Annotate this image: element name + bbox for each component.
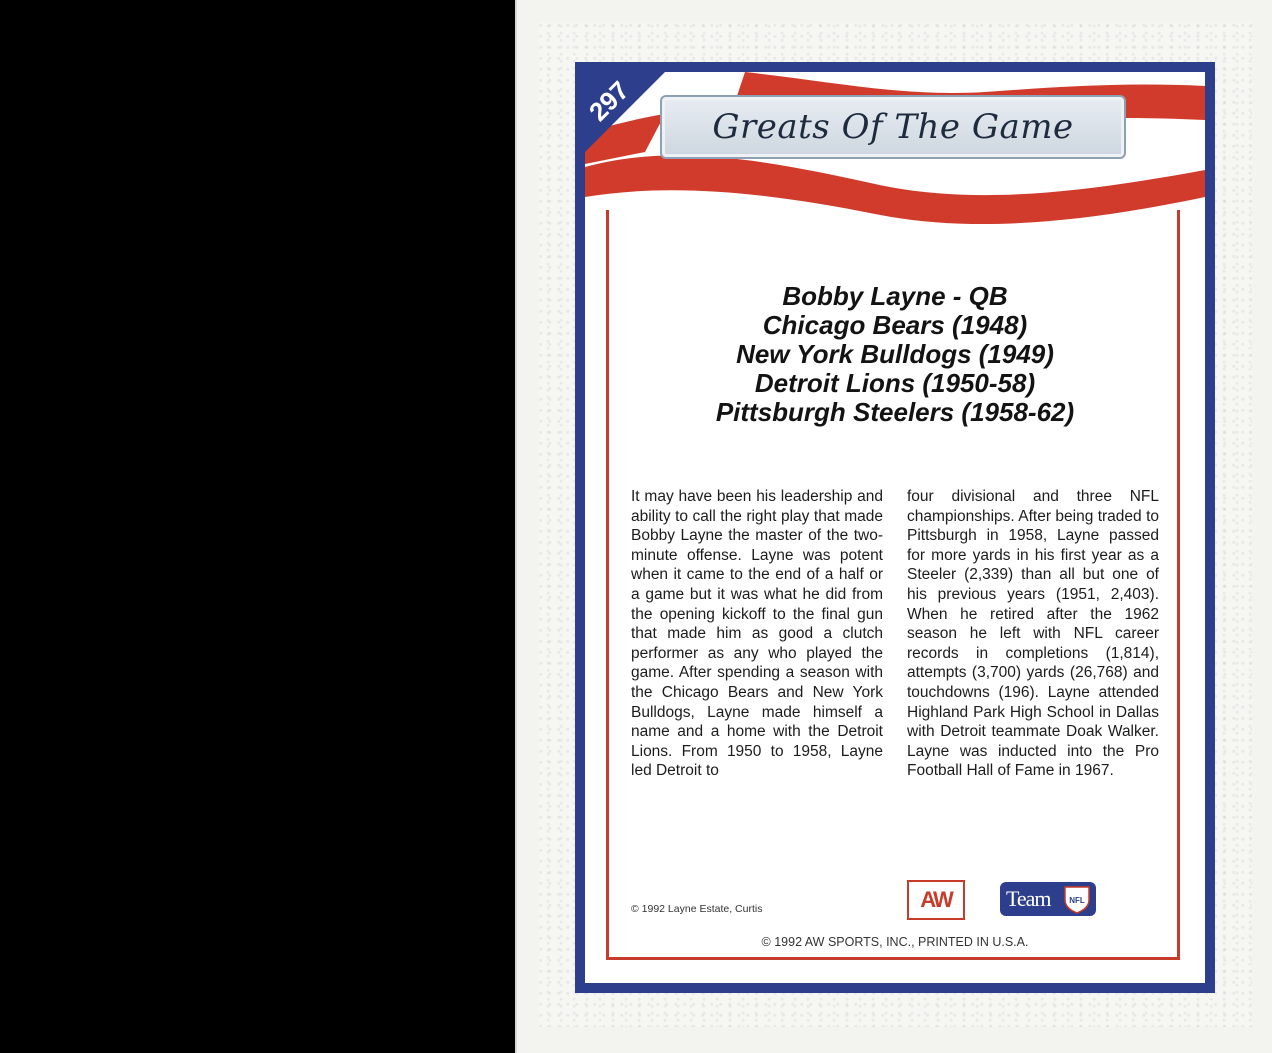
heading-line: Chicago Bears (1948): [762, 310, 1028, 340]
photo-credit: © 1992 Layne Estate, Curtis: [631, 903, 763, 915]
heading-line: New York Bulldogs (1949): [736, 339, 1054, 369]
team-nfl-logo-icon: [1000, 882, 1096, 916]
heading-line: Bobby Layne - QB: [782, 281, 1008, 311]
bio-left-column: It may have been his leadership and ability to call the right play that made Bobby Layne the master of the two-minute offense. Layne was potent when it came to the end of a half or a game but it was what he did from the opening kickoff to the final gun that made him as good a clutch performer as any who played the game. After spending a season with the Chicago Bears and New York Bulldogs, Layne made himself a name and a home with the Detroit Lions. From 1950 to 1958, Layne led Detroit to: [631, 488, 883, 780]
nfl-badge-text: NFL: [1069, 896, 1085, 905]
bio-right-column: four divisional and three NFL championships. After being traded to Pittsburgh in 1958, Layne passed for more yards in his first year as a Steeler (2,339) than all but one of his previous years (1951, 2,403). When he retired after the 1962 season he left with NFL career records in completions (1,814), attempts (3,700) yards (26,768) and touchdowns (196). Layne attended Highland Park High School in Dallas with Detroit teammate Doak Walker. Layne was inducted into the Pro Football Hall of Fame in 1967.: [907, 488, 1159, 780]
copyright-line: © 1992 AW SPORTS, INC., PRINTED IN U.S.A.: [761, 935, 1029, 949]
card-number: 297: [582, 74, 635, 127]
aw-logo-text: AW: [920, 887, 952, 912]
aw-logo-icon: [907, 880, 965, 920]
title-banner: [660, 95, 1126, 159]
team-logo-text: Team: [1006, 886, 1051, 911]
heading-line: Pittsburgh Steelers (1958-62): [715, 397, 1075, 427]
heading-line: Detroit Lions (1950-58): [754, 368, 1036, 398]
player-heading: [640, 282, 1150, 427]
banner-title: Greats Of The Game: [712, 107, 1074, 147]
nfl-shield-icon: [1062, 884, 1092, 914]
